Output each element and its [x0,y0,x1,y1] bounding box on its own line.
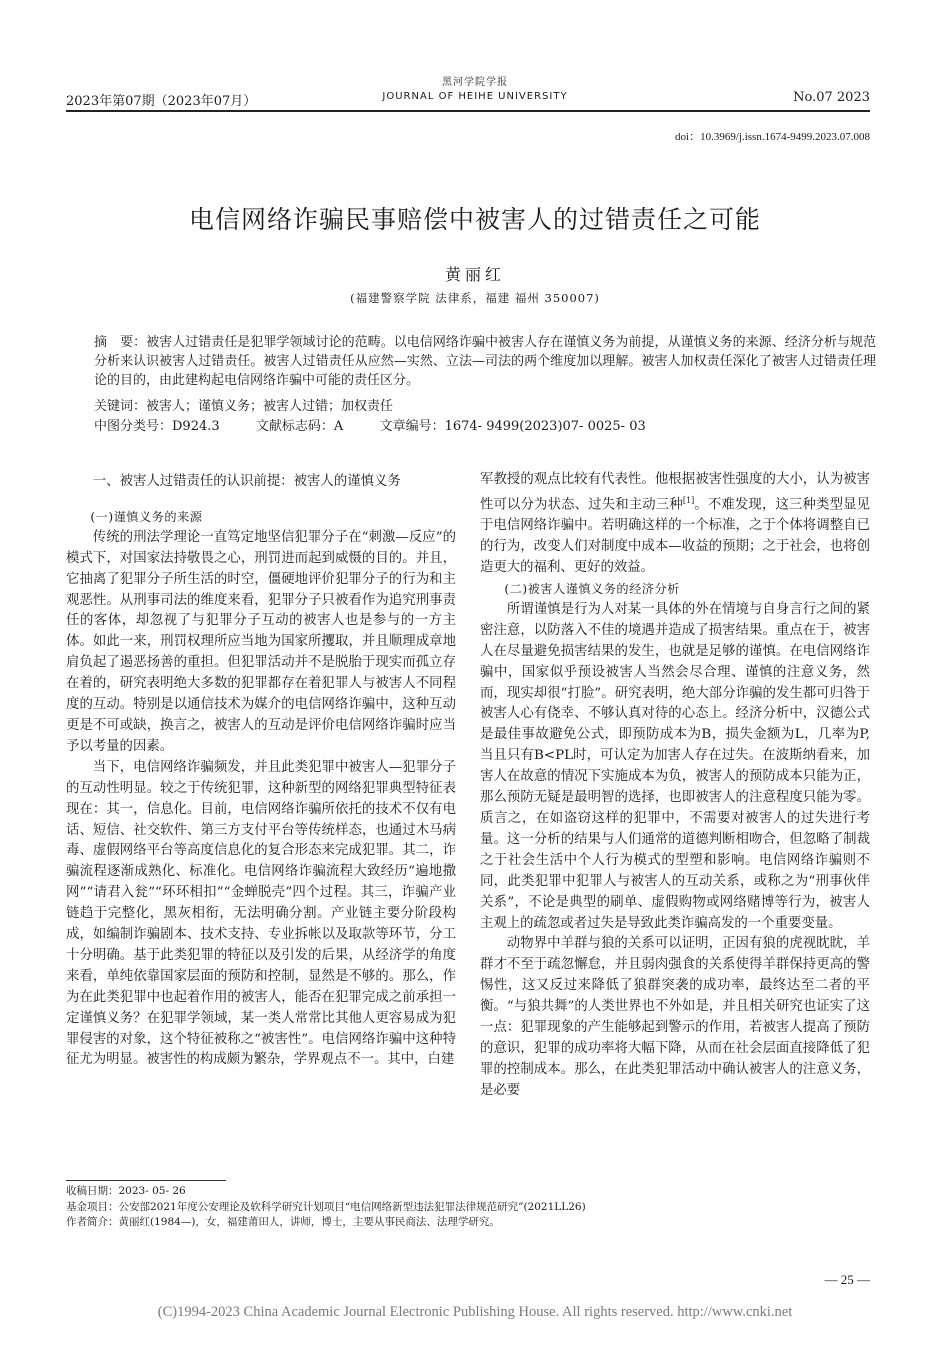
paragraph: 传统的刑法学理论一直笃定地坚信犯罪分子在“刺激—反应”的模式下，对国家法持敬畏之心，刑罚进而起到威慑的目的。并且，它抽离了犯罪分子所生活的时空，僵硬地评价犯罪分子的行为和主观恶性。从刑事司法的维度来看，犯罪分子只被看作为追究刑事责任的客体，却忽视了与犯罪分子互动的被害人也是参与的一方主体。如此一来，刑罚权理所应当地为国家所攫取，并且顺理成章地肩负起了遏恶扬善的重担。但犯罪活动并不是脱胎于现实而孤立存在着的，研究表明绝大多数的犯罪都存在着犯罪人与被害人不同程度的互动。特别是以通信技术为媒介的电信网络诈骗中，这种互动更是不可或缺，换言之，被害人的互动是评价电信网络诈骗时应当予以考量的因素。 [66,529,456,754]
classification-line [94,417,876,436]
paragraph: 动物界中羊群与狼的关系可以证明，正因有狼的虎视眈眈，羊群才不至于疏忽懈怠，并且弱肉强食的关系使得羊群保持更高的警惕性，这又反过来降低了狼群突袭的成功率，最终达至二者的平衡。“与狼共舞”的人类世界也不外如是，并且相关研究也证实了这一点：犯罪现象的产生能够起到警示的作用，若被害人提高了预防的意识，犯罪的成功率将大幅下降，从而在社会层面直接降低了犯罪的控制成本。那么，在此类犯罪活动中确认被害人的注意义务，是必要 [480,936,870,1098]
doi: doi：10.3969/j.issn.1674-9499.2023.07.008 [675,131,870,143]
keywords: 关键词：被害人；谨慎义务；被害人过错；加权责任 [94,399,394,414]
subsection-heading-2: (二)被害人谨慎义务的经济分析 [504,582,680,596]
text-part: 。不难发现，这三种类型显见于电信网络诈骗中。若明确这样的一个标准，之于个体将调整自已的行为，改变人们对制度中成本—收益的预期；之于社会，也将创造更大的福利、更好的效益。 [480,497,871,576]
header-journal [300,76,650,104]
left-column [66,470,456,1071]
paragraph: 所谓谨慎是行为人对某一具体的外在情境与自身言行之间的紧密注意，以防落入不佳的境遇并造成了损害结果。重点在于，被害人在尽量避免损害结果的发生，也就是足够的谨慎。在电信网络诈骗中，国家似乎预设被害人当然会尽合理、谨慎的注意义务，然而，现实却很“打脸”。研究表明，绝大部分诈骗的发生都可归咎于被害人心有侥幸、不够认真对待的心态上。经济分析中，汉德公式是最佳事故避免公式，即预防成本为B，损失金额为L，几率为P,当且只有B<PL时，可认定为加害人存在过失。在波斯纳看来，加害人在故意的情况下实施成本为负，被害人的预防成本只能为正，那么预防无疑是最明智的选择，也即被害人的注意程度只能为零。质言之，在如盗窃这样的犯罪中，不需要对被害人的过失进行考量。这一分析的结果与人们通常的道德判断相吻合，但忽略了制裁之于社会生活中个人行为模式的型塑和影响。电信网络诈骗则不同，此类犯罪中犯罪人与被害人的互动关系，或称之为“刑事伙伴关系”，不论是典型的刷单、虚假购物或网络赌博等行为，被害人主观上的疏忽或者过失是导致此类诈骗高发的一个重要变量。 [480,601,870,931]
footnotes [66,1184,866,1231]
article-number: 文章编号：1674- 9499(2023)07- 0025- 03 [379,419,646,434]
journal-name-cn: 黑河学院学报 [442,77,508,88]
received-date: 收稿日期：2023- 05- 26 [66,1185,186,1197]
header-rule [66,110,870,112]
section-heading-1: 一、被害人过错责任的认识前提：被害人的谨慎义务 [92,474,401,489]
fund-project: 基金项目：公安部2021年度公安理论及软科学研究计划项目“电信网络新型违法犯罪法律规范研究”(2021LL26) [66,1200,586,1213]
journal-name-en: JOURNAL OF HEIHE UNIVERSITY [382,91,568,102]
paragraph-continued [480,470,870,579]
citation: [1] [682,495,695,505]
author-bio: 作者简介：黄丽红(1984—)，女，福建莆田人，讲师，博士，主要从事民商法、法理学研究。 [66,1216,500,1228]
right-column [480,470,870,1102]
clc-number: 中图分类号：D924.3 [94,419,220,434]
header-number: No.07 2023 [793,90,870,105]
author: 黄丽红 [444,265,505,284]
header-issue: 2023年第07期（2023年07月） [66,94,257,109]
affiliation: (福建警察学院 法律系，福建 福州 350007) [350,291,600,305]
copyright-watermark: (C)1994-2023 China Academic Journal Electronic Publishing House. All rights reserved. http://www.cnki.net [157,1304,793,1320]
footnote-rule [66,1180,226,1181]
abstract: 摘 要：被害人过错责任是犯罪学领域讨论的范畴。以电信网络诈骗中被害人存在谨慎义务为前提，从谨慎义务的来源、经济分析与规范分析来认识被害人过错责任。被害人过错责任从应然—实然、立法—司法的两个维度加以理解。被害人加权责任深化了被害人过错责任理论的目的，由此建构起电信网络诈骗中可能的责任区分。 [94,335,876,388]
article-title: 电信网络诈骗民事赔偿中被害人的过错责任之可能 [188,205,761,234]
text-part: 军教授的观点比较有代表性。他根据被害性强度的大小，认为被害性可以分为状态、过失和主动三种 [480,472,870,513]
document-code: 文献标志码：A [255,419,344,434]
paragraph: 当下，电信网络诈骗频发，并且此类犯罪中被害人—犯罪分子的互动性明显。较之于传统犯罪，这种新型的网络犯罪典型特征表现在：其一，信息化。目前，电信网络诈骗所依托的技术不仅有电话、短信、社交软件、第三方支付平台等传统样态，也通过木马病毒、虚假网络平台等高度信息化的复合形态来完成犯罪。其二，诈骗流程逐渐成熟化、标准化。电信网络诈骗流程大致经历“遍地撒网”“请君入瓮”“环环相扣”“金蝉脱壳”四个过程。其三，诈骗产业链趋于完整化，黑灰相衔，无法明确分割。产业链主要分阶段构成，如编制诈骗剧本、技术支持、专业拆帐以及取款等环节，分工十分明确。基于此类犯罪的特征以及引发的后果，从经济学的角度来看，单纯依靠国家层面的预防和控制，显然是不够的。那么，作为在此类犯罪中也起着作用的被害人，能否在犯罪完成之前承担一定谨慎义务？在犯罪学领域，某一类人常常比其他人更容易成为犯罪侵害的对象，这个特征被称之“被害性”。电信网络诈骗中这种特征尤为明显。被害性的构成颇为繁杂，学界观点不一。其中，白建 [66,759,456,1068]
subsection-heading-1: (一)谨慎义务的来源 [90,509,203,524]
page-number: — 25 — [824,1272,870,1287]
